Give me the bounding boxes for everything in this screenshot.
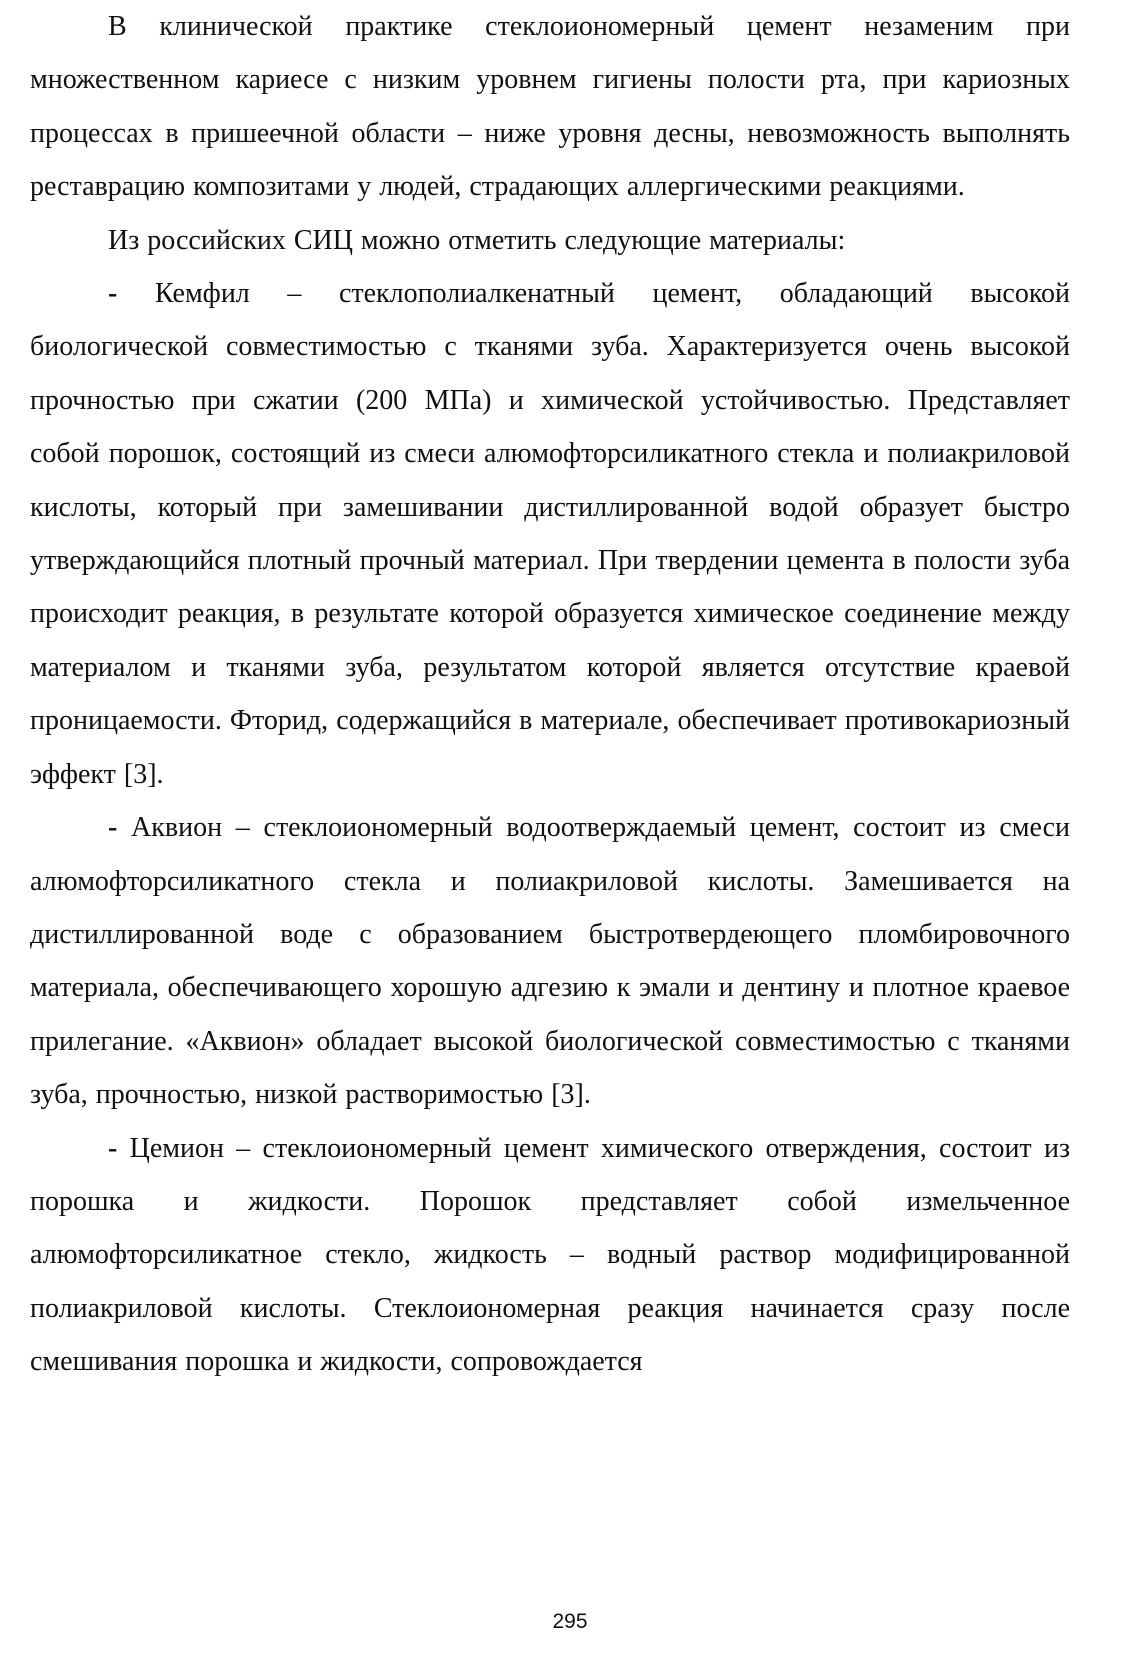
document-page [30, 0, 1070, 1389]
paragraph-cemion [30, 1122, 1070, 1389]
page-number: 295 [552, 1610, 588, 1633]
paragraph-text: Из российских СИЦ можно отметить следующие материалы: [108, 224, 846, 256]
paragraph-text: В клинической практике стеклоиономерный цемент незаменим при множественном кариесе с низким уровнем гигиены полости рта, при кариозных процессах в пришеечной области – ниже уровня десны, невозможность выполнять реставрацию композитами у людей, страдающих аллергическими реакциями. [30, 11, 1070, 203]
paragraph-kemfil [30, 267, 1070, 801]
list-dash: - [108, 1132, 118, 1164]
paragraph-clinical-practice [30, 0, 1070, 214]
paragraph-text: Цемион – стеклоиономерный цемент химического отверждения, состоит из порошка и жидкости. Порошок представляет собой измельченное алюмофторсиликатное стекло, жидкость – водный раствор модифицированной полиакриловой кислоты. Стеклоиономерная реакция начинается сразу после смешивания порошка и жидкости, сопровождается [30, 1132, 1070, 1378]
list-dash: - [108, 278, 118, 310]
paragraph-text: Кемфил – стеклополиалкенатный цемент, обладающий высокой биологической совместимостью с тканями зуба. Характеризуется очень высокой прочностью при сжатии (200 МПа) и химической устойчивостью. Представляет собой порошок, состоящий из смеси алюмофторсиликатного стекла и полиакриловой кислоты, который при замешивании дистиллированной водой образует быстро утверждающийся плотный прочный материал. При твердении цемента в полости зуба происходит реакция, в результате которой образуется химическое соединение между материалом и тканями зуба, результатом которой является отсутствие краевой проницаемости. Фторид, содержащийся в материале, обеспечивает противокариозный эффект [3]. [30, 278, 1070, 790]
paragraph-akvion [30, 801, 1070, 1121]
paragraph-russian-materials-intro [30, 214, 1070, 267]
list-dash: - [108, 812, 118, 844]
paragraph-text: Аквион – стеклоиономерный водоотверждаемый цемент, состоит из смеси алюмофторсиликатного стекла и полиакриловой кислоты. Замешивается на дистиллированной воде с образованием быстротвердеющего пломбировочного материала, обеспечивающего хорошую адгезию к эмали и дентину и плотное краевое прилегание. «Аквион» обладает высокой биологической совместимостью с тканями зуба, прочностью, низкой растворимостью [3]. [30, 812, 1070, 1111]
